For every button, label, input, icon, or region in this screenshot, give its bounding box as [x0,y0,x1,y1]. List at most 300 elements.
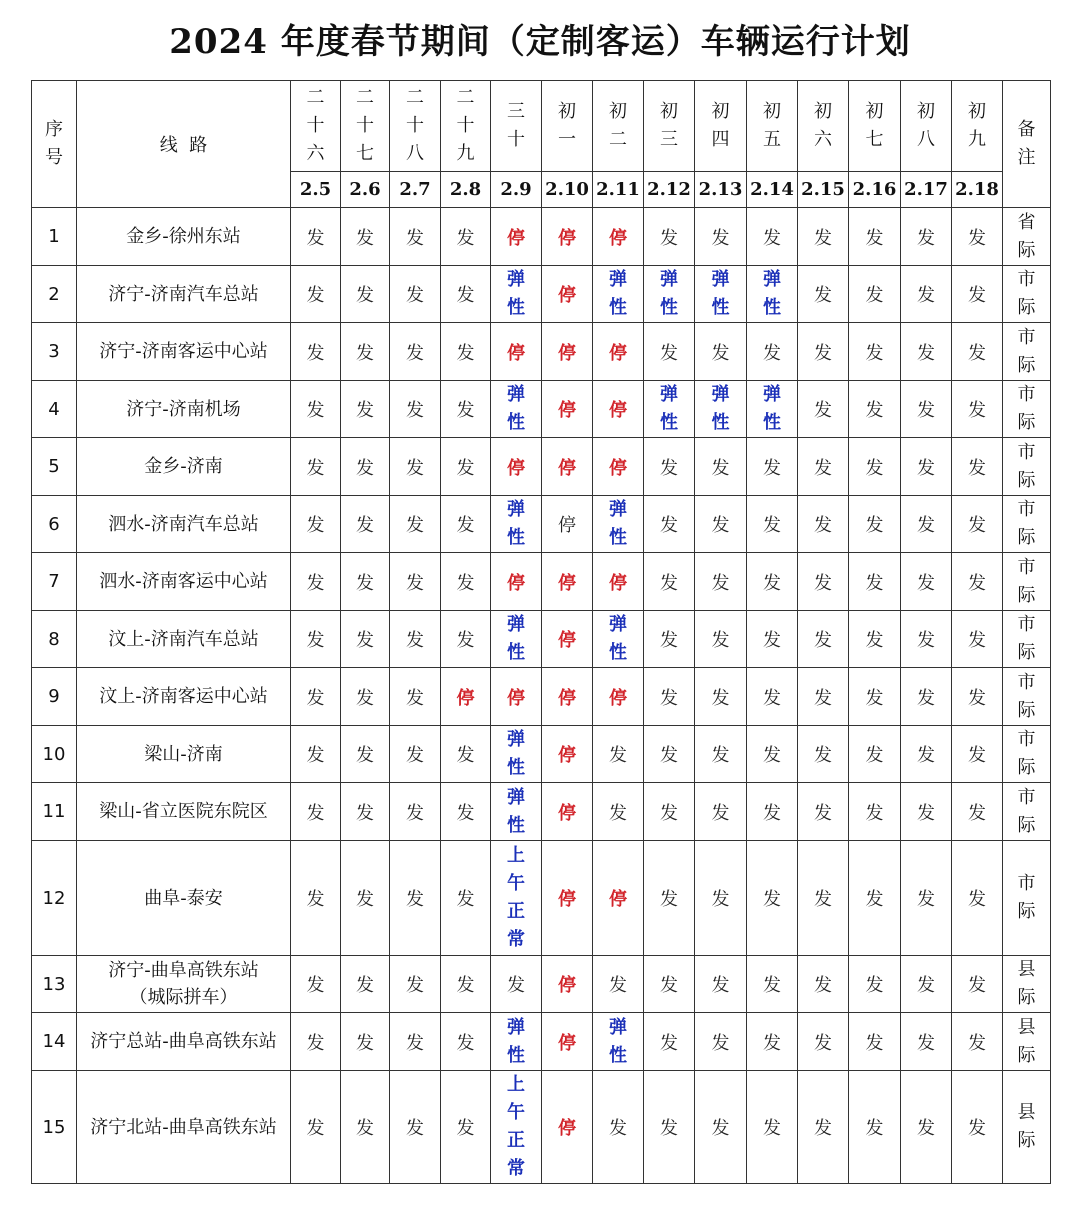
status-cell: 上午正常 [491,841,542,956]
status-cell: 停 [542,553,593,611]
status-cell: 发 [341,726,390,783]
status-cell: 弹性 [593,611,644,668]
status-cell: 发 [747,611,798,668]
status-cell: 发 [952,208,1003,266]
header-date-11: 2.15 [798,172,849,208]
status-cell: 发 [901,496,952,553]
status-cell: 发 [390,496,441,553]
status-cell: 发 [644,783,695,841]
status-cell: 发 [849,496,901,553]
table-row [32,496,1051,553]
status-cell: 发 [390,438,441,496]
header-day-4: 二十九 [441,81,491,172]
status-cell: 发 [901,1013,952,1071]
header-date-8: 2.12 [644,172,695,208]
status-cell: 发 [952,438,1003,496]
row-route: 泗水-济南客运中心站 [77,553,291,611]
header-date-3: 2.7 [390,172,441,208]
status-cell: 发 [593,726,644,783]
status-cell: 发 [341,783,390,841]
status-cell: 弹性 [695,381,747,438]
header-note: 备注 [1003,81,1051,208]
row-route: 济宁北站-曲阜高铁东站 [77,1071,291,1184]
header-day-10: 初五 [747,81,798,172]
status-cell: 发 [901,611,952,668]
status-cell: 发 [291,841,341,956]
row-route: 曲阜-泰安 [77,841,291,956]
row-note: 市际 [1003,553,1051,611]
table-row [32,956,1051,1013]
status-cell: 发 [695,611,747,668]
status-cell: 发 [798,208,849,266]
status-cell: 发 [952,1013,1003,1071]
status-cell: 发 [952,956,1003,1013]
status-cell: 发 [849,1013,901,1071]
status-cell: 停 [593,438,644,496]
status-cell: 发 [798,323,849,381]
status-cell: 停 [542,266,593,323]
row-seq: 13 [32,956,77,1013]
status-cell: 弹性 [491,266,542,323]
status-cell: 发 [441,438,491,496]
status-cell: 发 [849,726,901,783]
status-cell: 发 [441,956,491,1013]
row-seq: 12 [32,841,77,956]
status-cell: 发 [695,1071,747,1184]
status-cell: 发 [341,381,390,438]
status-cell: 弹性 [747,381,798,438]
status-cell: 发 [491,956,542,1013]
status-cell: 发 [952,496,1003,553]
table-row [32,783,1051,841]
status-cell: 发 [849,1071,901,1184]
status-cell: 发 [695,726,747,783]
row-route: 梁山-省立医院东院区 [77,783,291,841]
status-cell: 发 [644,726,695,783]
row-route-sub: （城际拼车） [129,987,238,1008]
row-route: 泗水-济南汽车总站 [77,496,291,553]
status-cell: 弹性 [491,496,542,553]
row-note: 市际 [1003,726,1051,783]
status-cell: 发 [390,668,441,726]
status-cell: 发 [341,841,390,956]
status-cell: 停 [542,438,593,496]
status-cell: 发 [952,553,1003,611]
status-cell: 发 [695,208,747,266]
table-row [32,841,1051,956]
header-day-8: 初三 [644,81,695,172]
status-cell: 发 [901,438,952,496]
row-seq: 8 [32,611,77,668]
row-seq: 4 [32,381,77,438]
status-cell: 发 [747,1071,798,1184]
status-cell: 发 [901,668,952,726]
row-note: 省际 [1003,208,1051,266]
status-cell: 发 [390,783,441,841]
header-date-10: 2.14 [747,172,798,208]
status-cell: 发 [952,381,1003,438]
row-note: 县际 [1003,956,1051,1013]
status-cell: 发 [747,323,798,381]
status-cell: 发 [291,611,341,668]
status-cell: 停 [542,783,593,841]
status-cell: 停 [542,841,593,956]
status-cell: 发 [952,783,1003,841]
status-cell: 发 [593,956,644,1013]
status-cell: 发 [849,208,901,266]
row-seq: 10 [32,726,77,783]
header-day-11: 初六 [798,81,849,172]
status-cell: 发 [644,1013,695,1071]
row-route: 济宁-济南客运中心站 [77,323,291,381]
header-date-9: 2.13 [695,172,747,208]
status-cell: 发 [341,611,390,668]
status-cell: 发 [901,1071,952,1184]
status-cell: 发 [644,553,695,611]
status-cell: 上午正常 [491,1071,542,1184]
status-cell: 发 [644,841,695,956]
status-cell: 发 [798,783,849,841]
header-date-4: 2.8 [441,172,491,208]
status-cell: 弹性 [644,266,695,323]
row-seq: 11 [32,783,77,841]
status-cell: 发 [901,553,952,611]
row-route: 汶上-济南汽车总站 [77,611,291,668]
status-cell: 停 [542,956,593,1013]
row-route: 济宁-济南机场 [77,381,291,438]
status-cell: 发 [341,496,390,553]
status-cell: 发 [747,726,798,783]
header-date-13: 2.17 [901,172,952,208]
table-row [32,611,1051,668]
status-cell: 发 [695,841,747,956]
status-cell: 发 [849,553,901,611]
status-cell: 发 [291,956,341,1013]
status-cell: 发 [849,841,901,956]
status-cell: 发 [747,1013,798,1071]
status-cell: 发 [901,323,952,381]
header-day-2: 二十七 [341,81,390,172]
table-row [32,668,1051,726]
status-cell: 发 [341,438,390,496]
status-cell: 发 [901,266,952,323]
status-cell: 发 [291,1013,341,1071]
status-cell: 发 [441,496,491,553]
status-cell: 发 [798,611,849,668]
status-cell: 弹性 [491,381,542,438]
status-cell: 停 [491,438,542,496]
status-cell: 发 [593,1071,644,1184]
row-route: 梁山-济南 [77,726,291,783]
status-cell: 停 [593,381,644,438]
row-seq: 7 [32,553,77,611]
status-cell: 停 [593,841,644,956]
status-cell: 停 [542,1071,593,1184]
status-cell: 发 [952,726,1003,783]
row-note: 市际 [1003,783,1051,841]
row-seq: 5 [32,438,77,496]
status-cell: 发 [291,553,341,611]
status-cell: 发 [341,208,390,266]
table-row [32,438,1051,496]
row-seq: 6 [32,496,77,553]
status-cell: 发 [390,1071,441,1184]
header-seq: 序号 [32,81,77,208]
status-cell: 发 [341,668,390,726]
schedule-body [32,81,1051,1184]
status-cell: 发 [390,611,441,668]
status-cell: 发 [341,553,390,611]
status-cell: 发 [291,668,341,726]
status-cell: 发 [441,323,491,381]
status-cell: 发 [441,841,491,956]
status-cell: 发 [798,381,849,438]
row-seq: 2 [32,266,77,323]
status-cell: 弹性 [593,496,644,553]
status-cell: 停 [542,668,593,726]
status-cell: 发 [341,323,390,381]
header-date-2: 2.6 [341,172,390,208]
status-cell: 停 [491,208,542,266]
status-cell: 发 [390,956,441,1013]
row-note: 市际 [1003,266,1051,323]
status-cell: 发 [291,381,341,438]
status-cell: 停 [593,668,644,726]
status-cell: 发 [695,783,747,841]
status-cell: 发 [747,668,798,726]
status-cell: 发 [849,323,901,381]
table-row [32,323,1051,381]
row-note: 县际 [1003,1013,1051,1071]
table-row [32,726,1051,783]
row-route: 汶上-济南客运中心站 [77,668,291,726]
header-day-5: 三十 [491,81,542,172]
status-cell: 发 [798,668,849,726]
status-cell: 停 [491,553,542,611]
status-cell: 发 [747,438,798,496]
status-cell: 发 [441,553,491,611]
status-cell: 发 [798,1013,849,1071]
status-cell: 发 [390,266,441,323]
status-cell: 发 [441,381,491,438]
row-note: 县际 [1003,1071,1051,1184]
row-route: 金乡-徐州东站 [77,208,291,266]
header-date-7: 2.11 [593,172,644,208]
row-note: 市际 [1003,668,1051,726]
status-cell: 发 [798,438,849,496]
status-cell: 发 [798,1071,849,1184]
header-day-12: 初七 [849,81,901,172]
status-cell: 发 [952,323,1003,381]
status-cell: 停 [542,323,593,381]
status-cell: 发 [901,783,952,841]
status-cell: 发 [291,208,341,266]
status-cell: 发 [341,956,390,1013]
status-cell: 弹性 [491,1013,542,1071]
status-cell: 发 [390,553,441,611]
status-cell: 发 [747,553,798,611]
status-cell: 发 [901,726,952,783]
row-seq: 14 [32,1013,77,1071]
status-cell: 发 [644,496,695,553]
status-cell: 发 [747,841,798,956]
status-cell: 停 [491,323,542,381]
status-cell: 发 [952,1071,1003,1184]
status-cell: 发 [390,1013,441,1071]
status-cell: 发 [695,1013,747,1071]
status-cell: 发 [441,1013,491,1071]
header-day-3: 二十八 [390,81,441,172]
row-route: 济宁-济南汽车总站 [77,266,291,323]
status-cell: 发 [441,726,491,783]
status-cell: 发 [390,726,441,783]
header-day-6: 初一 [542,81,593,172]
status-cell: 发 [695,496,747,553]
status-cell: 发 [849,266,901,323]
status-cell: 发 [901,841,952,956]
status-cell: 发 [747,208,798,266]
status-cell: 弹性 [747,266,798,323]
status-cell: 发 [695,668,747,726]
row-seq: 9 [32,668,77,726]
status-cell: 发 [849,956,901,1013]
status-cell: 发 [441,208,491,266]
table-row [32,266,1051,323]
status-cell: 发 [952,611,1003,668]
page-title: 2024 年度春节期间（定制客运）车辆运行计划 [169,22,911,62]
status-cell: 弹性 [491,611,542,668]
header-day-14: 初九 [952,81,1003,172]
status-cell: 发 [695,438,747,496]
status-cell: 发 [901,208,952,266]
status-cell: 发 [747,496,798,553]
status-cell: 发 [291,323,341,381]
status-cell: 发 [593,783,644,841]
status-cell: 发 [644,668,695,726]
schedule-table [31,80,1051,1184]
status-cell: 发 [798,726,849,783]
status-cell: 发 [901,381,952,438]
status-cell: 停 [593,208,644,266]
row-note: 市际 [1003,611,1051,668]
status-cell: 发 [644,611,695,668]
row-seq: 1 [32,208,77,266]
status-cell: 发 [291,726,341,783]
header-date-5: 2.9 [491,172,542,208]
row-note: 市际 [1003,323,1051,381]
header-date-14: 2.18 [952,172,1003,208]
status-cell: 发 [644,438,695,496]
status-cell: 发 [798,266,849,323]
status-cell: 发 [849,668,901,726]
status-cell: 发 [747,783,798,841]
status-cell: 发 [441,783,491,841]
status-cell: 发 [390,323,441,381]
status-cell: 发 [644,208,695,266]
status-cell: 弹性 [491,726,542,783]
row-route: 金乡-济南 [77,438,291,496]
status-cell: 发 [291,496,341,553]
status-cell: 发 [901,956,952,1013]
row-route: 济宁-曲阜高铁东站 （城际拼车） [77,956,291,1013]
status-cell: 发 [849,783,901,841]
status-cell: 发 [441,611,491,668]
header-day-9: 初四 [695,81,747,172]
status-cell: 发 [695,956,747,1013]
status-cell: 弹性 [695,266,747,323]
status-cell: 发 [341,266,390,323]
header-date-12: 2.16 [849,172,901,208]
header-row-days [32,81,1051,172]
row-note: 市际 [1003,438,1051,496]
status-cell: 发 [747,956,798,1013]
header-date-6: 2.10 [542,172,593,208]
status-cell: 发 [798,553,849,611]
status-cell: 发 [341,1013,390,1071]
row-seq: 3 [32,323,77,381]
status-cell: 发 [291,438,341,496]
header-route: 线 路 [77,81,291,208]
status-cell: 发 [849,438,901,496]
status-cell: 停 [542,1013,593,1071]
status-cell: 发 [952,266,1003,323]
status-cell: 弹性 [593,1013,644,1071]
status-cell: 停 [542,611,593,668]
row-note: 市际 [1003,841,1051,956]
status-cell: 发 [644,323,695,381]
status-cell: 弹性 [491,783,542,841]
header-date-1: 2.5 [291,172,341,208]
status-cell: 发 [695,323,747,381]
status-cell: 停 [542,496,593,553]
status-cell: 停 [593,323,644,381]
table-row [32,208,1051,266]
status-cell: 发 [952,841,1003,956]
header-day-7: 初二 [593,81,644,172]
table-row [32,381,1051,438]
row-route: 济宁总站-曲阜高铁东站 [77,1013,291,1071]
status-cell: 发 [291,1071,341,1184]
status-cell: 停 [542,208,593,266]
status-cell: 发 [695,553,747,611]
status-cell: 发 [798,496,849,553]
status-cell: 发 [798,841,849,956]
row-note: 市际 [1003,381,1051,438]
status-cell: 发 [390,208,441,266]
row-seq: 15 [32,1071,77,1184]
status-cell: 弹性 [593,266,644,323]
status-cell: 发 [644,1071,695,1184]
table-row [32,553,1051,611]
status-cell: 发 [390,381,441,438]
status-cell: 发 [291,266,341,323]
status-cell: 停 [542,381,593,438]
status-cell: 停 [441,668,491,726]
status-cell: 发 [849,611,901,668]
status-cell: 发 [952,668,1003,726]
status-cell: 停 [542,726,593,783]
table-row [32,1071,1051,1184]
header-day-1: 二十六 [291,81,341,172]
status-cell: 发 [644,956,695,1013]
status-cell: 发 [798,956,849,1013]
status-cell: 停 [593,553,644,611]
status-cell: 发 [390,841,441,956]
status-cell: 发 [441,266,491,323]
status-cell: 停 [491,668,542,726]
header-day-13: 初八 [901,81,952,172]
status-cell: 发 [441,1071,491,1184]
